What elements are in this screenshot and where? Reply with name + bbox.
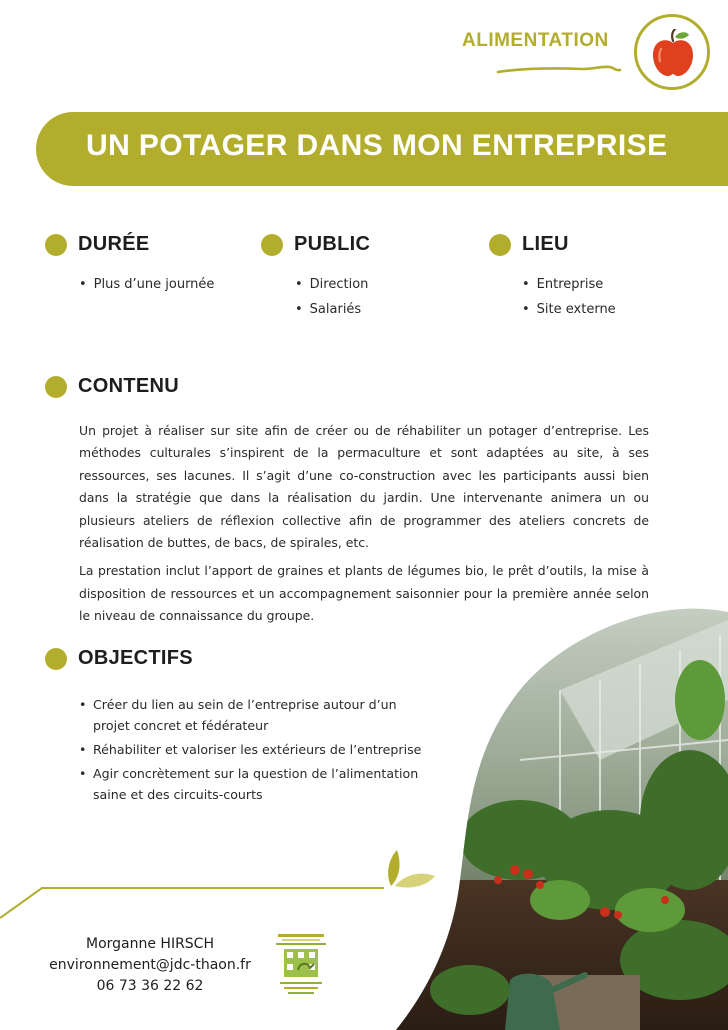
list-item: • Agir concrètement sur la question de l’alimentation saine et des circuits-courts: [79, 763, 429, 805]
contact-phone[interactable]: 06 73 36 22 62: [96, 978, 204, 994]
contenu-heading: CONTENU: [78, 375, 179, 397]
public-heading: PUBLIC: [294, 233, 371, 255]
list-item: • Réhabiliter et valoriser les extérieurs de l’entreprise: [79, 739, 429, 760]
duree-heading: DURÉE: [78, 233, 150, 255]
lieu-heading: LIEU: [522, 233, 569, 255]
page-title: UN POTAGER DANS MON ENTREPRISE: [86, 129, 668, 162]
list-item: • Direction: [295, 276, 368, 293]
list-item: • Site externe: [522, 301, 616, 318]
divider-line: [0, 880, 400, 920]
objectifs-heading: OBJECTIFS: [78, 647, 193, 669]
contact-email[interactable]: environnement@jdc-thaon.fr: [49, 957, 251, 973]
partner-logo: [270, 934, 332, 1004]
list-item: • Entreprise: [522, 276, 616, 293]
contenu-paragraph: La prestation inclut l’apport de graines et plants de légumes bio, le prêt d’outils, la mise à disposition de ressources et un accompagnement saisonnier pour la première année selon le niveau de connaissance du groupe.: [79, 563, 649, 624]
list-item: • Créer du lien au sein de l’entreprise autour d’un projet concret et fédérateur: [79, 694, 429, 736]
contact-block: [40, 934, 260, 997]
objectifs-list: [79, 694, 429, 808]
heading-dot: [45, 648, 67, 670]
leaf-icon: [383, 846, 439, 890]
list-item: • Plus d’une journée: [79, 276, 214, 293]
contenu-paragraph: Un projet à réaliser sur site afin de créer ou de réhabiliter un potager d’entreprise. Les méthodes culturales s’inspirent de la permaculture et sont adaptées au site, à ses ressources, ses lacunes. Il s’agit d’une co-construction avec les participants aussi bien dans la stratégie que dans la réalisation du jardin. Une intervenante animera un ou plusieurs ateliers de réflexion collective afin de programmer des ateliers concrets de réalisation de buttes, de bacs, de spirales, etc.: [79, 423, 649, 551]
contact-name: Morganne HIRSCH: [85, 936, 214, 952]
list-item: • Salariés: [295, 301, 368, 318]
category-label: ALIMENTATION: [462, 30, 609, 51]
